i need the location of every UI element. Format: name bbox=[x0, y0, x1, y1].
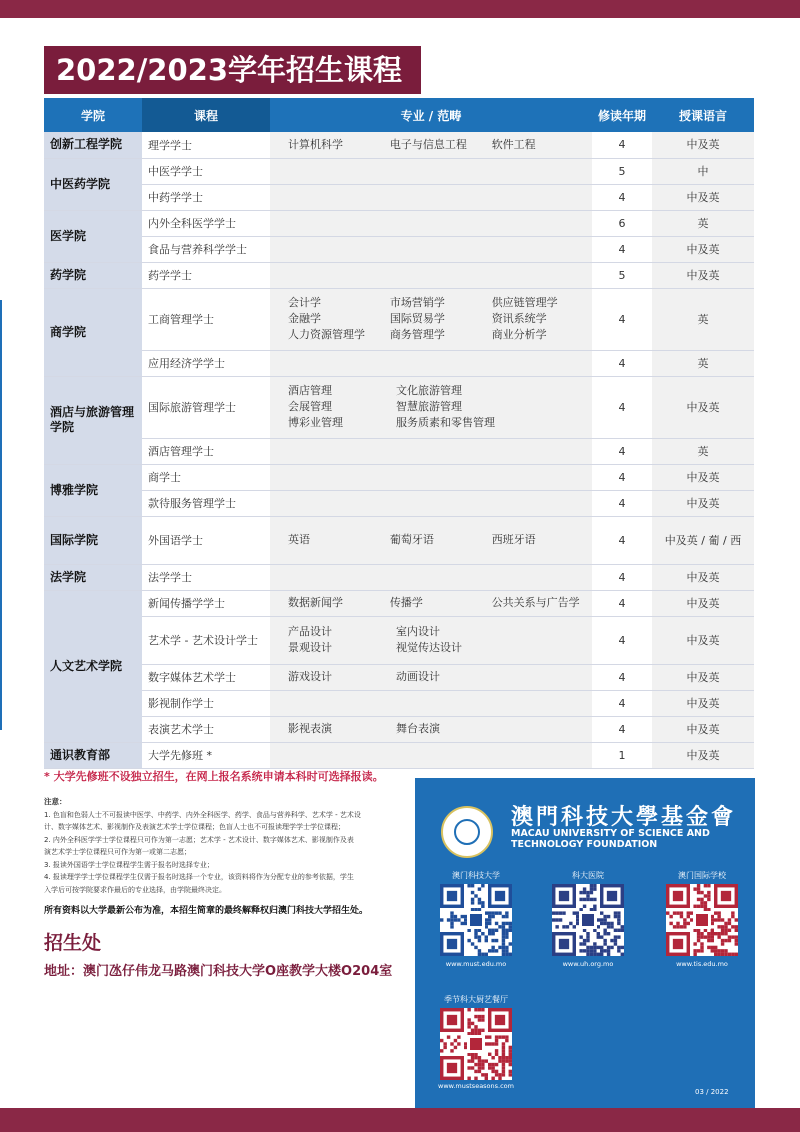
specialization-item: 酒店管理 bbox=[288, 384, 332, 397]
header-specialization: 专业 / 范畴 bbox=[270, 98, 592, 132]
language-cell: 英 bbox=[652, 210, 754, 236]
table-row bbox=[44, 516, 754, 564]
specialization-item: 电子与信息工程 bbox=[389, 137, 467, 151]
header-language: 授课语言 bbox=[652, 98, 754, 132]
specialization-cell bbox=[270, 376, 592, 438]
qr-label-school: 澳门国际学校 bbox=[678, 871, 726, 880]
specialization-item: 供应链管理学 bbox=[491, 296, 558, 309]
course-cell: 艺术学 - 艺术设计学士 bbox=[142, 616, 270, 664]
course-cell: 款待服务管理学士 bbox=[142, 490, 270, 516]
table-row bbox=[44, 564, 754, 590]
notes-block bbox=[44, 796, 390, 896]
table-row bbox=[44, 350, 754, 376]
bottom-bar bbox=[0, 1108, 800, 1132]
specialization-item: 葡萄牙语 bbox=[389, 533, 434, 546]
header-college: 学院 bbox=[44, 98, 142, 132]
page-title: 2022/2023学年招生课程 bbox=[44, 46, 421, 94]
specialization-item: 商务管理学 bbox=[389, 328, 445, 341]
language-cell: 中及英 bbox=[652, 184, 754, 210]
college-cell: 医学院 bbox=[44, 210, 142, 262]
course-cell: 酒店管理学士 bbox=[142, 438, 270, 464]
qr-label-restaurant: 季节科大厨艺餐厅 bbox=[444, 995, 508, 1004]
note-line: 4. 报读理学学士学位课程学生仅需于报名时选择一个专业，该资料将作为分配专业的参考依据，学生 bbox=[44, 873, 354, 881]
language-cell: 中及英 bbox=[652, 664, 754, 690]
foundation-logo-icon bbox=[441, 806, 493, 858]
specialization-item: 文化旅游管理 bbox=[396, 384, 462, 397]
language-cell: 英 bbox=[652, 288, 754, 350]
course-cell: 应用经济学学士 bbox=[142, 350, 270, 376]
duration-cell: 1 bbox=[592, 742, 652, 768]
course-cell: 外国语学士 bbox=[142, 516, 270, 564]
specialization-item: 服务质素和零售管理 bbox=[396, 416, 495, 429]
duration-cell: 4 bbox=[592, 490, 652, 516]
course-cell: 中药学学士 bbox=[142, 184, 270, 210]
specialization-cell bbox=[270, 464, 592, 490]
course-cell: 国际旅游管理学士 bbox=[142, 376, 270, 438]
table-row bbox=[44, 716, 754, 742]
specialization-cell bbox=[270, 210, 592, 236]
specialization-item: 博彩业管理 bbox=[288, 416, 343, 429]
note-line: 2. 内外全科医学学士学位课程只可作为第一志愿；艺术学 - 艺术设计、数字媒体艺术、影视制作及表 bbox=[44, 835, 354, 844]
duration-cell: 4 bbox=[592, 132, 652, 158]
qr-url-restaurant[interactable]: www.mustseasons.com bbox=[438, 1082, 514, 1090]
duration-cell: 4 bbox=[592, 184, 652, 210]
qr-code-school-icon[interactable] bbox=[666, 884, 738, 956]
specialization-cell bbox=[270, 590, 592, 616]
language-cell: 中及英 / 葡 / 西 bbox=[652, 516, 754, 564]
college-cell: 博雅学院 bbox=[44, 464, 142, 516]
specialization-item: 英语 bbox=[288, 533, 310, 546]
college-cell: 酒店与旅游管理学院 bbox=[44, 376, 142, 464]
specialization-item: 影视表演 bbox=[288, 722, 332, 735]
course-cell: 数字媒体艺术学士 bbox=[142, 664, 270, 690]
specialization-item: 室内设计 bbox=[396, 625, 440, 638]
specialization-item: 金融学 bbox=[288, 312, 321, 325]
qr-url-hospital[interactable]: www.uh.org.mo bbox=[562, 960, 614, 968]
qr-label-hospital: 科大医院 bbox=[572, 871, 604, 880]
table-row bbox=[44, 158, 754, 184]
specialization-item: 舞台表演 bbox=[396, 722, 440, 735]
specialization-item: 数据新闻学 bbox=[288, 596, 343, 609]
foundation-name-en: MACAU UNIVERSITY OF SCIENCE AND TECHNOLOGY FOUNDATION bbox=[511, 828, 710, 850]
specialization-item: 游戏设计 bbox=[288, 670, 332, 683]
language-cell: 中及英 bbox=[652, 132, 754, 158]
specialization-item: 商业分析学 bbox=[491, 328, 547, 341]
header-duration: 修读年期 bbox=[592, 98, 652, 132]
disclaimer: 所有资料以大学最新公布为准，本招生简章的最终解释权归澳门科技大学招生处。 bbox=[44, 906, 369, 916]
specialization-cell bbox=[270, 664, 592, 690]
course-cell: 新闻传播学学士 bbox=[142, 590, 270, 616]
qr-url-must[interactable]: www.must.edu.mo bbox=[445, 960, 507, 968]
college-cell: 创新工程学院 bbox=[44, 132, 142, 158]
specialization-item: 产品设计 bbox=[288, 625, 332, 638]
duration-cell: 5 bbox=[592, 262, 652, 288]
course-cell: 药学学士 bbox=[142, 262, 270, 288]
language-cell: 英 bbox=[652, 350, 754, 376]
specialization-cell bbox=[270, 288, 592, 350]
table-row bbox=[44, 210, 754, 236]
specialization-item: 人力资源管理学 bbox=[288, 328, 365, 341]
language-cell: 中及英 bbox=[652, 616, 754, 664]
table-row bbox=[44, 438, 754, 464]
specialization-cell bbox=[270, 438, 592, 464]
table-row bbox=[44, 376, 754, 438]
header-course: 课程 bbox=[142, 98, 270, 132]
specialization-item: 国际贸易学 bbox=[389, 312, 445, 325]
specialization-cell bbox=[270, 236, 592, 262]
table-row bbox=[44, 236, 754, 262]
specialization-item: 动画设计 bbox=[396, 670, 440, 683]
specialization-cell bbox=[270, 132, 592, 158]
preparatory-footnote: * 大学先修班不设独立招生，在网上报名系统申请本科时可选择报读。 bbox=[44, 770, 384, 783]
office-address: 地址：澳门氹仔伟龙马路澳门科技大学O座教学大楼O204室 bbox=[44, 964, 393, 979]
course-cell: 大学先修班 * bbox=[142, 742, 270, 768]
specialization-item: 会计学 bbox=[288, 296, 321, 309]
qr-code-hospital-icon[interactable] bbox=[552, 884, 624, 956]
page-code: 03 / 2022 bbox=[695, 1088, 729, 1096]
language-cell: 中及英 bbox=[652, 262, 754, 288]
duration-cell: 6 bbox=[592, 210, 652, 236]
table-row bbox=[44, 590, 754, 616]
table-body bbox=[44, 132, 754, 768]
language-cell: 英 bbox=[652, 438, 754, 464]
note-line: 3. 报读外国语学士学位课程学生需于报名时选择专业； bbox=[44, 860, 214, 869]
college-cell: 人文艺术学院 bbox=[44, 590, 142, 742]
side-accent bbox=[0, 300, 2, 730]
language-cell: 中及英 bbox=[652, 236, 754, 262]
specialization-cell bbox=[270, 516, 592, 564]
duration-cell: 4 bbox=[592, 716, 652, 742]
note-line: 演艺术学士学位课程只可作为第一或第二志愿； bbox=[44, 848, 191, 856]
specialization-item: 西班牙语 bbox=[491, 533, 536, 546]
course-cell: 法学学士 bbox=[142, 564, 270, 590]
course-cell: 影视制作学士 bbox=[142, 690, 270, 716]
course-cell: 表演艺术学士 bbox=[142, 716, 270, 742]
course-cell: 工商管理学士 bbox=[142, 288, 270, 350]
language-cell: 中及英 bbox=[652, 716, 754, 742]
course-cell: 内外全科医学学士 bbox=[142, 210, 270, 236]
college-cell: 法学院 bbox=[44, 564, 142, 590]
specialization-cell bbox=[270, 158, 592, 184]
college-cell: 国际学院 bbox=[44, 516, 142, 564]
college-cell: 药学院 bbox=[44, 262, 142, 288]
foundation-panel bbox=[415, 778, 755, 1132]
specialization-cell bbox=[270, 742, 592, 768]
note-line: 计、数字媒体艺术、影视制作及表演艺术学士学位课程；色盲人士也不可报读理学学士学位课程； bbox=[44, 823, 345, 831]
specialization-item: 景观设计 bbox=[288, 641, 332, 654]
specialization-cell bbox=[270, 616, 592, 664]
specialization-cell bbox=[270, 564, 592, 590]
table-row bbox=[44, 490, 754, 516]
college-cell: 商学院 bbox=[44, 288, 142, 376]
college-cell: 中医药学院 bbox=[44, 158, 142, 210]
specialization-cell bbox=[270, 716, 592, 742]
foundation-name-zh: 澳門科技大學基金會 bbox=[511, 805, 737, 830]
table-row bbox=[44, 616, 754, 664]
language-cell: 中及英 bbox=[652, 490, 754, 516]
duration-cell: 4 bbox=[592, 350, 652, 376]
qr-code-must-icon[interactable] bbox=[440, 884, 512, 956]
course-cell: 商学士 bbox=[142, 464, 270, 490]
specialization-item: 传播学 bbox=[389, 596, 423, 609]
duration-cell: 4 bbox=[592, 516, 652, 564]
specialization-item: 资讯系统学 bbox=[491, 312, 547, 325]
notes-title: 注意： bbox=[44, 797, 67, 806]
language-cell: 中 bbox=[652, 158, 754, 184]
table-row bbox=[44, 132, 754, 158]
duration-cell: 4 bbox=[592, 690, 652, 716]
specialization-item: 智慧旅游管理 bbox=[396, 400, 462, 413]
duration-cell: 4 bbox=[592, 590, 652, 616]
table-row bbox=[44, 464, 754, 490]
qr-url-school[interactable]: www.tis.edu.mo bbox=[676, 960, 728, 968]
specialization-item: 会展管理 bbox=[288, 400, 332, 413]
table-row bbox=[44, 288, 754, 350]
language-cell: 中及英 bbox=[652, 742, 754, 768]
duration-cell: 4 bbox=[592, 288, 652, 350]
language-cell: 中及英 bbox=[652, 464, 754, 490]
duration-cell: 4 bbox=[592, 616, 652, 664]
qr-code-restaurant-icon[interactable] bbox=[440, 1008, 512, 1080]
course-cell: 理学学士 bbox=[142, 132, 270, 158]
table-row bbox=[44, 262, 754, 288]
language-cell: 中及英 bbox=[652, 376, 754, 438]
duration-cell: 4 bbox=[592, 376, 652, 438]
specialization-cell bbox=[270, 690, 592, 716]
course-cell: 食品与营养科学学士 bbox=[142, 236, 270, 262]
specialization-cell bbox=[270, 184, 592, 210]
specialization-item: 软件工程 bbox=[491, 137, 536, 151]
course-cell: 中医学学士 bbox=[142, 158, 270, 184]
note-line: 1. 色盲和色弱人士不可报读中医学、中药学、内外全科医学、药学、食品与营养科学、艺术学 - 艺术设 bbox=[44, 810, 361, 819]
table-row bbox=[44, 664, 754, 690]
duration-cell: 4 bbox=[592, 664, 652, 690]
language-cell: 中及英 bbox=[652, 564, 754, 590]
table-row bbox=[44, 742, 754, 768]
specialization-cell bbox=[270, 262, 592, 288]
qr-label-must: 澳门科技大学 bbox=[452, 871, 500, 880]
specialization-item: 市场营销学 bbox=[389, 296, 445, 309]
language-cell: 中及英 bbox=[652, 590, 754, 616]
language-cell: 中及英 bbox=[652, 690, 754, 716]
duration-cell: 4 bbox=[592, 438, 652, 464]
specialization-item: 计算机科学 bbox=[288, 137, 343, 151]
duration-cell: 4 bbox=[592, 236, 652, 262]
specialization-item: 公共关系与广告学 bbox=[491, 596, 580, 609]
table-row bbox=[44, 184, 754, 210]
table-row bbox=[44, 690, 754, 716]
duration-cell: 5 bbox=[592, 158, 652, 184]
table-header-row bbox=[44, 98, 754, 132]
admissions-office-title: 招生处 bbox=[44, 932, 102, 954]
specialization-cell bbox=[270, 490, 592, 516]
courses-table bbox=[44, 98, 754, 769]
specialization-item: 视觉传达设计 bbox=[396, 641, 462, 654]
specialization-cell bbox=[270, 350, 592, 376]
duration-cell: 4 bbox=[592, 464, 652, 490]
college-cell: 通识教育部 bbox=[44, 742, 142, 768]
top-bar bbox=[0, 0, 800, 18]
note-line: 入学后可按学院要求作最后的专业选择，由学院最终决定。 bbox=[44, 885, 226, 894]
duration-cell: 4 bbox=[592, 564, 652, 590]
